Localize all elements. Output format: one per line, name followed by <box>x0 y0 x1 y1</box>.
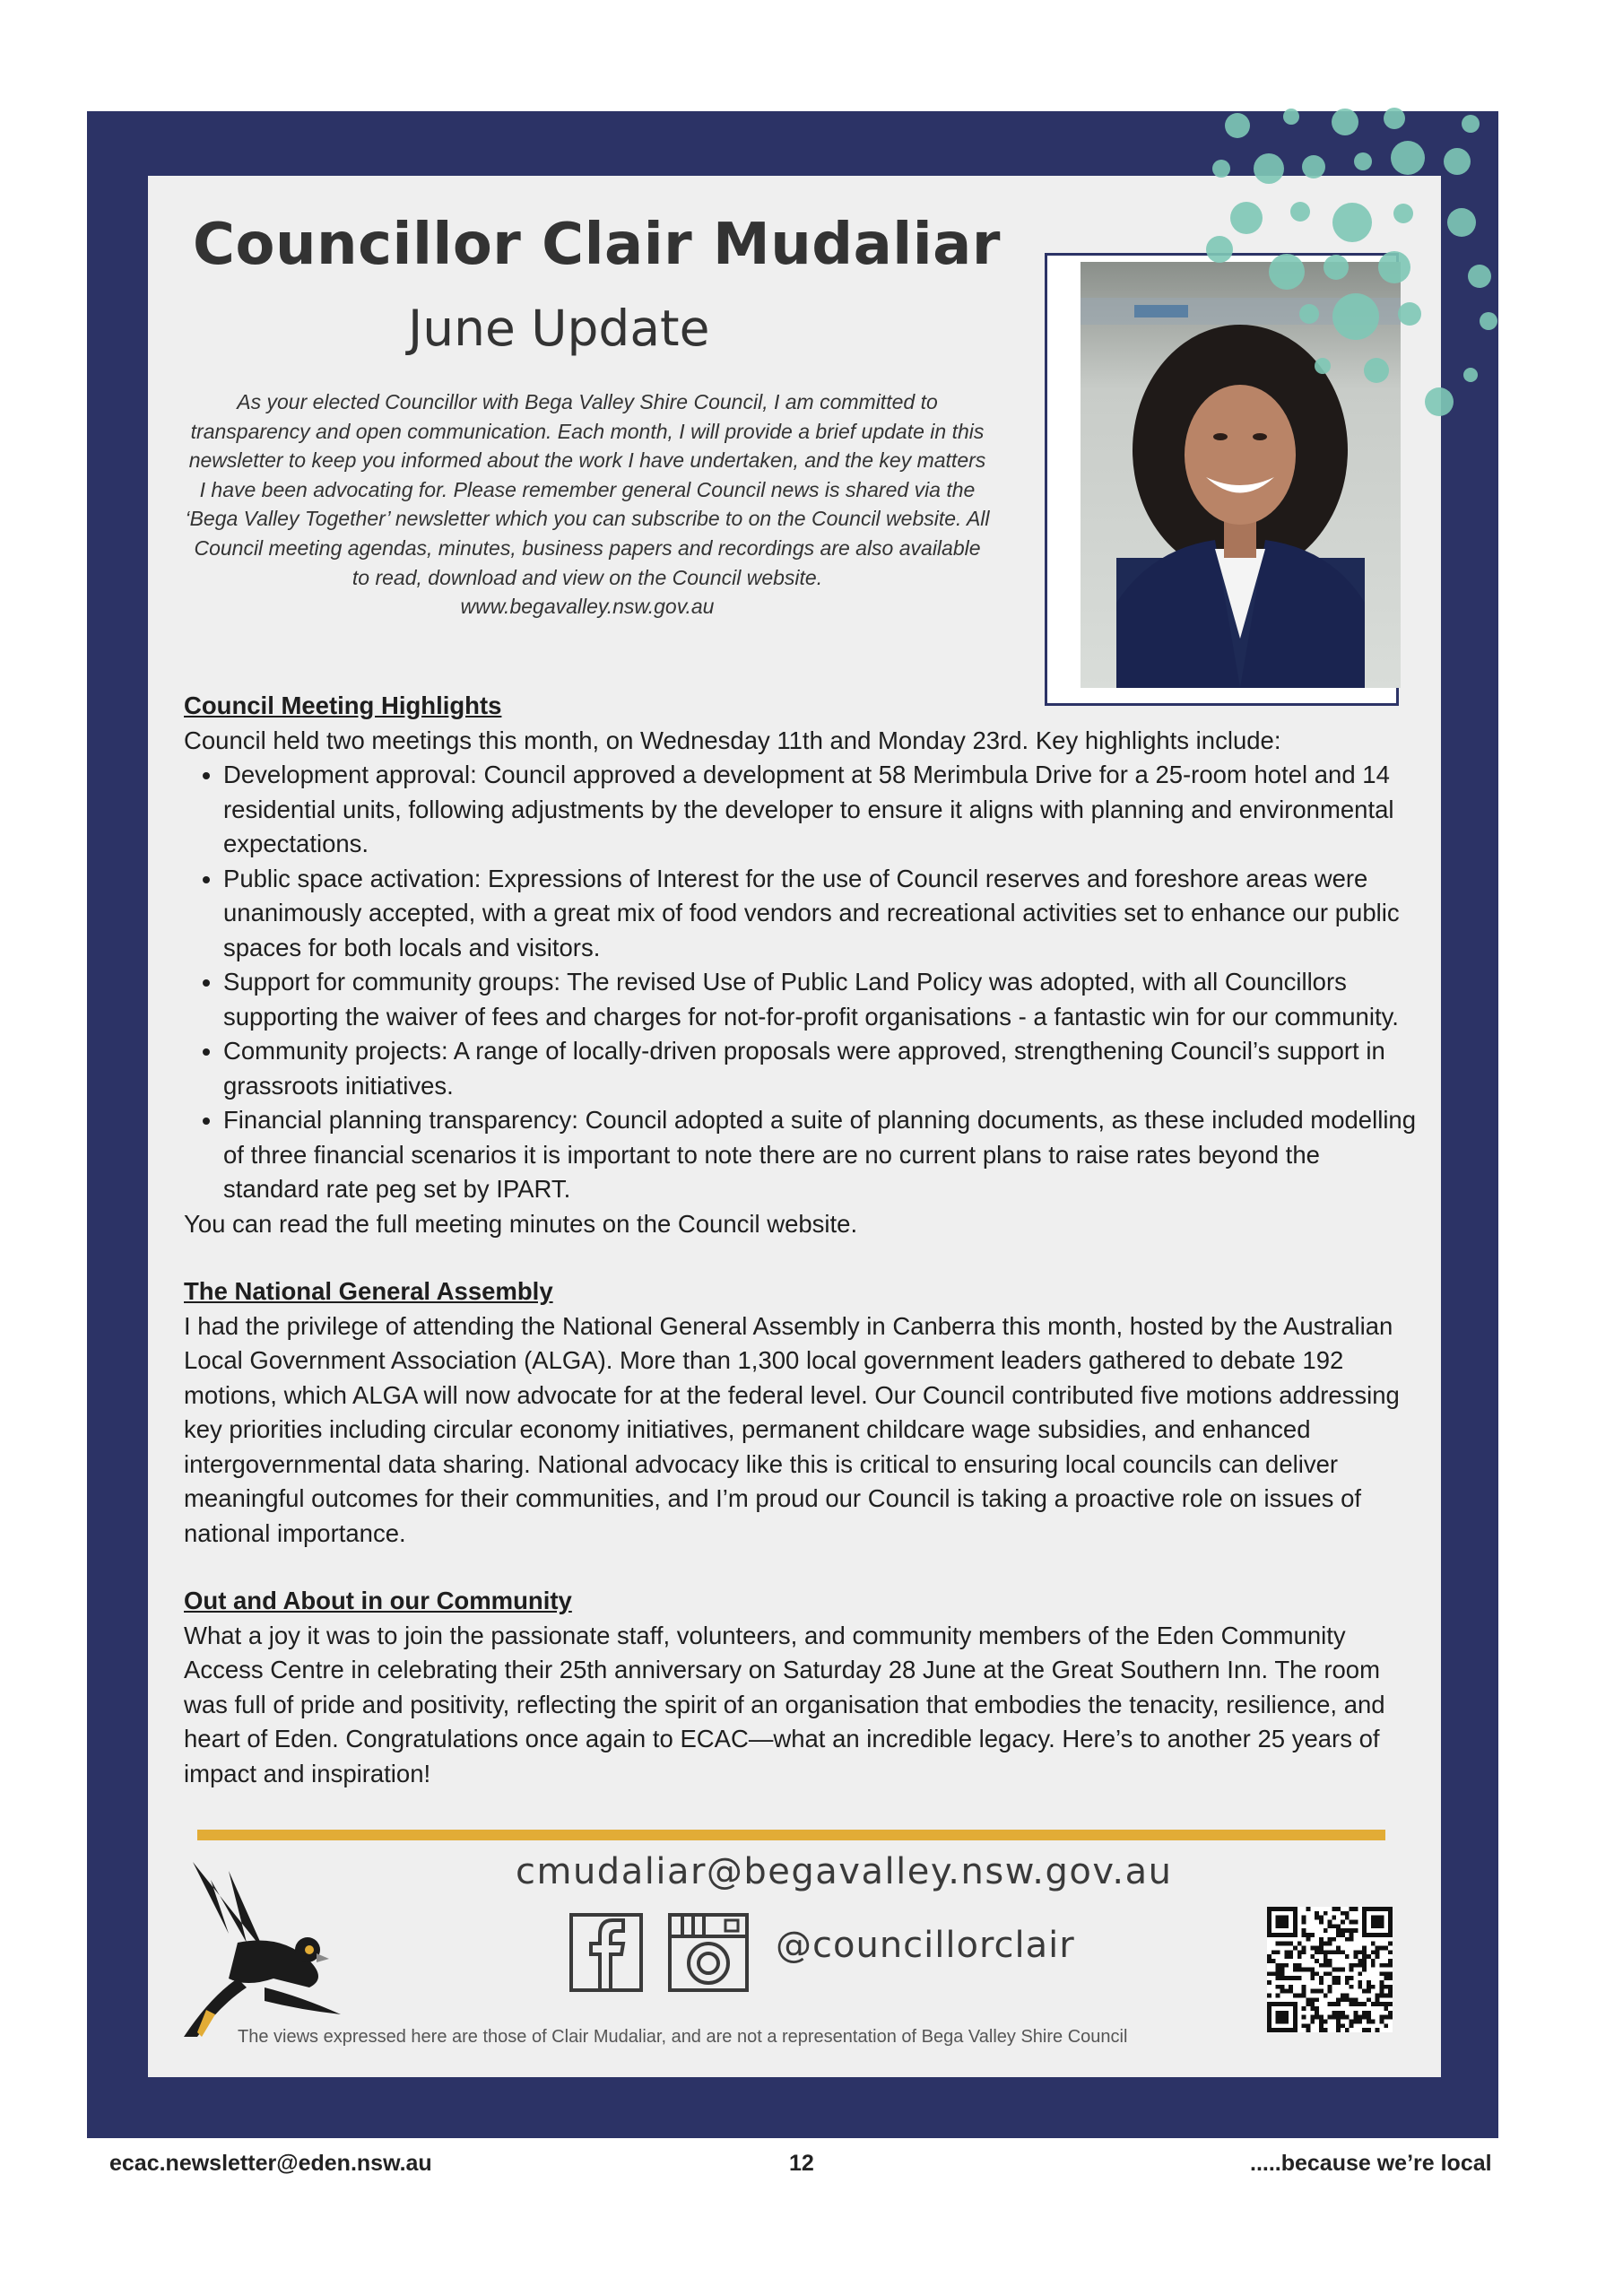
intro-text: As your elected Councillor with Bega Valley Shire Council, I am committed to transparency and open communication. Each month, I will provide a brief update in this newsletter to keep you informed about the work I have undertaken, and the key matters I have been advocating for. Please remember general Council news is shared via the ‘Bega Valley Together’ newsletter which you can subscribe to on the Council website. All Council meeting agendas, minutes, business papers and recordings are also available to read, download and view on the Council website. <box>185 390 990 589</box>
decorative-dots <box>1202 106 1506 438</box>
footer-tagline: .....because we’re local <box>1250 2151 1492 2176</box>
website-link[interactable]: www.begavalley.nsw.gov.au <box>460 595 715 619</box>
content-panel <box>148 176 1441 2077</box>
list-item: • Community projects: A range of locally-driven proposals were approved, strengthening Council’s support in grassroots initiatives. <box>223 1034 1421 1103</box>
assembly-body: I had the privilege of attending the National General Assembly in Canberra this month, hosted by the Australian Local Government Association (ALGA). More than 1,300 local government leaders gathered to debate 192 motions, which ALGA will now advocate for at the federal level. Our Council contributed five motions addressing key priorities including circular economy initiatives, permanent childcare wage subsidies, and enhanced intergovernmental data sharing. National advocacy like this is critical to ensuring local councils can deliver meaningful outcomes for their communities, and I’m proud our Council is taking a proactive role on issues of national importance. <box>184 1311 1400 1547</box>
article-body <box>184 689 1421 1824</box>
disclaimer-text: The views expressed here are those of Clair Mudaliar, and are not a representation of Bega Valley Shire Council <box>238 2027 1128 2047</box>
councillor-name-heading: Councillor Clair Mudaliar <box>193 212 1001 278</box>
highlights-heading: Council Meeting Highlights <box>184 691 502 719</box>
assembly-section <box>184 1274 1421 1551</box>
list-item: • Financial planning transparency: Council adopted a suite of planning documents, as these included modelling of three financial scenarios it is important to note there are no current plans to raise rates beyond the standard rate peg set by IPART. <box>223 1103 1421 1207</box>
highlights-list <box>184 758 1421 1207</box>
update-subtitle: June Update <box>408 300 710 357</box>
community-body: What a joy it was to join the passionate staff, volunteers, and community members of the Eden Community Access Centre in celebrating their 25th anniversary on Saturday 28 June at the Great Southern Inn. The room was full of pride and positivity, reflecting the spirit of an organisation that embodies the tenacity, resilience, and heart of Eden. Congratulations once again to ECAC—what an incredible legacy. Here’s to another 25 years of impact and inspiration! <box>184 1621 1385 1787</box>
highlights-outro: You can read the full meeting minutes on the Council website. <box>184 1209 858 1238</box>
gold-divider <box>197 1830 1385 1840</box>
instagram-icon[interactable] <box>666 1911 751 1994</box>
community-section <box>184 1584 1421 1791</box>
list-item: • Development approval: Council approved a development at 58 Merimbula Drive for a 25-room hotel and 14 residential units, following adjustments by the developer to ensure it aligns with planning and environmental expectations. <box>223 758 1421 862</box>
highlights-section <box>184 689 1421 1241</box>
assembly-heading: The National General Assembly <box>184 1277 553 1305</box>
list-item: • Public space activation: Expressions of Interest for the use of Council reserves and foreshore areas were unanimously accepted, with a great mix of food vendors and recreational activities set to enhance our public spaces for both locals and visitors. <box>223 862 1421 966</box>
highlights-intro: Council held two meetings this month, on Wednesday 11th and Monday 23rd. Key highlights include: <box>184 726 1281 754</box>
footer-email[interactable]: ecac.newsletter@eden.nsw.au <box>109 2151 432 2176</box>
black-cockatoo-icon <box>175 1853 345 2041</box>
community-heading: Out and About in our Community <box>184 1587 572 1614</box>
facebook-icon[interactable] <box>568 1911 645 1994</box>
list-item: • Support for community groups: The revised Use of Public Land Policy was adopted, with all Councillors supporting the waiver of fees and charges for not-for-profit organisations - a fantastic win for our community. <box>223 965 1421 1034</box>
social-handle[interactable]: @councillorclair <box>776 1925 1075 1966</box>
page-number: 12 <box>789 2151 814 2176</box>
intro-paragraph <box>184 387 991 622</box>
qr-code[interactable] <box>1267 1907 1393 2032</box>
contact-email[interactable]: cmudaliar@begavalley.nsw.gov.au <box>516 1851 1173 1892</box>
